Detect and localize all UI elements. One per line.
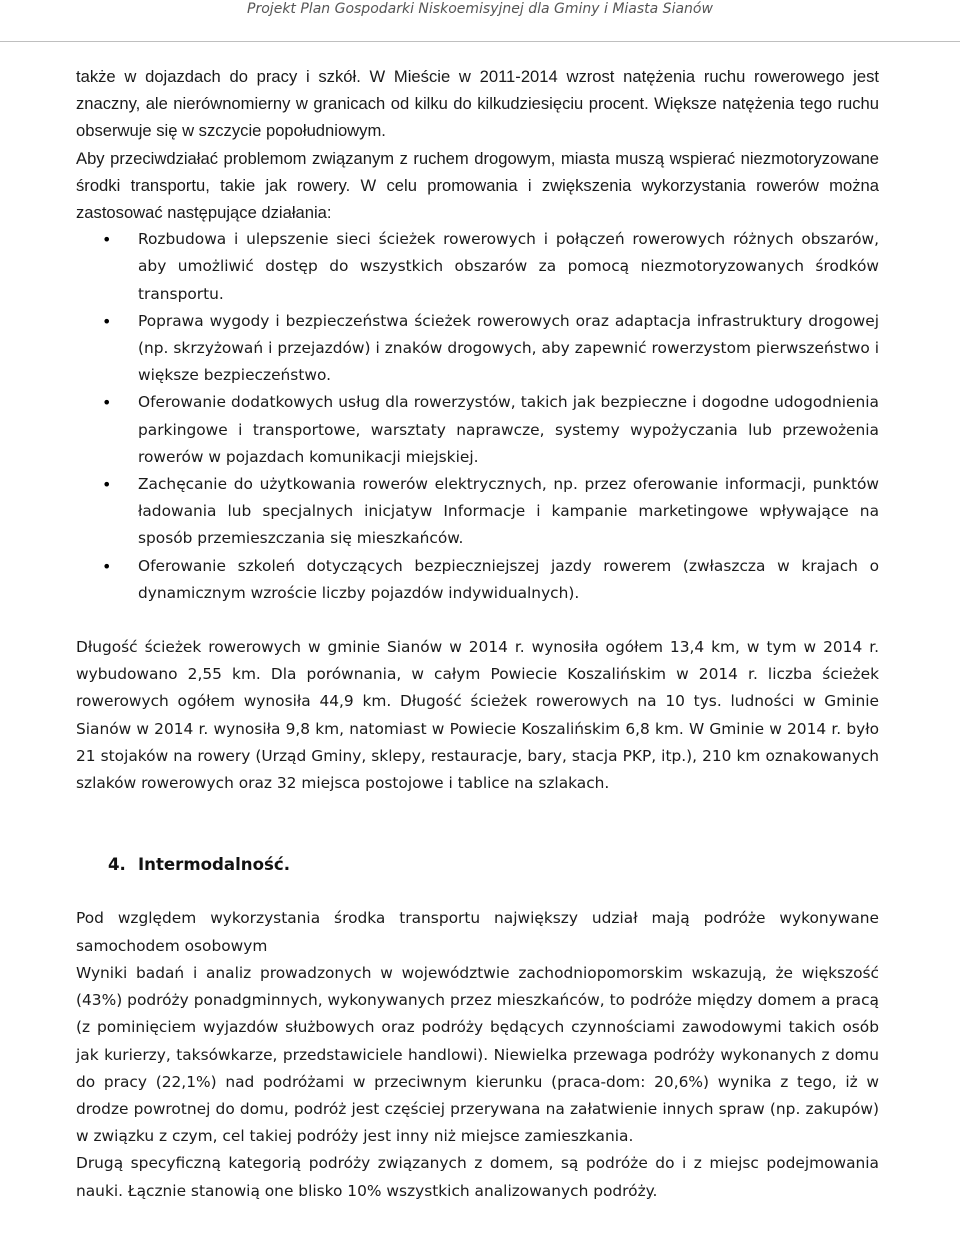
- list-item: [102, 389, 879, 471]
- intro-sentence-2: W celu promowania i zwiększenia wykorzystania rowerów można zastosować następujące działania:: [76, 175, 879, 223]
- bullet-icon: •: [102, 556, 112, 576]
- spacer: [76, 797, 879, 824]
- section-title: Intermodalność.: [138, 855, 291, 875]
- list-item: [102, 553, 879, 607]
- bullet-icon: •: [102, 475, 112, 495]
- spacer: [76, 607, 879, 634]
- section-heading: [76, 851, 879, 878]
- list-item-text: Oferowanie dodatkowych usług dla rowerzystów, takich jak bezpieczne i dogodne udogodnienia parkingowe i transportowe, warsztaty naprawcze, systemy wypożyczania lub przewożenia rowerów w pojazdach komunikacji miejskiej.: [138, 393, 879, 466]
- document-title: Projekt Plan Gospodarki Niskoemisyjnej dla Gminy i Miasta Sianów: [247, 1, 713, 17]
- header-divider: [0, 41, 960, 42]
- paragraph-survey-results: Wyniki badań i analiz prowadzonych w województwie zachodniopomorskim wskazują, że większość (43%) podróży ponadgminnych, wykonywanych przez mieszkańców, to podróże między domem a pracą (z pominięciem wyjazdów służbowych oraz podróży będących czynnościami zawodowymi takich osób jak kurierzy, taksówkarze, przedstawiciele handlowi). Niewielka przewaga podróży wykonanych z domu do pracy (22,1%) nad podróżami w przeciwnym kierunku (praca-dom: 20,6%) wynika z tego, iż w drodze powrotnej do domu, podróż jest częściej przerywana na załatwienie innych spraw (np. zakupów) w związku z czym, cel takiej podróży jest inny niż miejsce zamieszkania.: [76, 963, 879, 1146]
- paragraph-intro: [76, 145, 879, 227]
- list-item-text: Oferowanie szkoleń dotyczących bezpieczniejszej jazdy rowerem (zwłaszcza w krajach o dynamicznym wzroście liczby pojazdów indywidualnych).: [138, 556, 879, 602]
- paragraph-transport-share: Pod względem wykorzystania środka transportu największy udział mają podróże wykonywane samochodem osobowym: [76, 909, 879, 955]
- list-item-text: Zachęcanie do użytkowania rowerów elektrycznych, np. przez oferowanie informacji, punktów ładowania lub specjalnych inicjatyw Informacje i kampanie marketingowe wpływające na sposób przemieszczania się mieszkańców.: [138, 475, 879, 548]
- paragraph-bike-traffic: także w dojazdach do pracy i szkół. W Mieście w 2011-2014 wzrost natężenia ruchu rowerowego jest znaczny, ale nierównomierny w granicach od kilku do kilkudziesięciu procent. Większe natężenia tego ruchu obserwuje się w szczycie popołudniowym.: [76, 67, 879, 141]
- page-header: [0, 0, 960, 40]
- list-item: [102, 226, 879, 308]
- section-number: 4.: [108, 855, 126, 875]
- page-content: [76, 63, 879, 1205]
- list-item: [102, 308, 879, 390]
- paragraph-bike-paths: Długość ścieżek rowerowych w gminie Sianów w 2014 r. wynosiła ogółem 13,4 km, w tym w 2014 r. wybudowano 2,55 km. Dla porównania, w całym Powiecie Koszalińskim w 2014 r. liczba ścieżek rowerowych ogółem wynosiła 44,9 km. Długość ścieżek rowerowych na 10 tys. ludności w Gminie Sianów w 2014 r. wynosiła 9,8 km, natomiast w Powiecie Koszalińskim 6,8 km. W Gminie w 2014 r. było 21 stojaków na rowery (Urząd Gminy, sklepy, restauracje, bary, stacja PKP, itp.), 210 km oznakowanych szlaków rowerowych oraz 32 miejsca postojowe i tablice na szlakach.: [76, 638, 879, 793]
- spacer: [76, 878, 879, 905]
- paragraph-education-trips: Drugą specyficzną kategorią podróży związanych z domem, są podróże do i z miejsc podejmowania nauki. Łącznie stanowią one blisko 10% wszystkich analizowanych podróży.: [76, 1154, 879, 1200]
- list-item-text: Poprawa wygody i bezpieczeństwa ścieżek rowerowych oraz adaptacja infrastruktury drogowej (np. skrzyżowań i przejazdów) i znaków drogowych, aby zapewnić rowerzystom pierwszeństwo i większe bezpieczeństwo.: [138, 311, 879, 385]
- bullet-icon: •: [102, 230, 112, 250]
- spacer: [76, 824, 879, 851]
- list-item-text: Rozbudowa i ulepszenie sieci ścieżek rowerowych i połączeń rowerowych różnych obszarów, aby umożliwić dostęp do wszystkich obszarów za pomocą niezmotoryzowanych środków transportu.: [138, 230, 879, 303]
- bike-measures-list: [76, 226, 879, 607]
- bullet-icon: •: [102, 311, 112, 331]
- bullet-icon: •: [102, 393, 112, 413]
- list-item: [102, 471, 879, 553]
- intro-sentence-1: Aby przeciwdziałać problemom związanym z ruchem drogowym, miasta muszą wspierać niezmotoryzowane środki transportu, takie jak rowery.: [76, 148, 879, 195]
